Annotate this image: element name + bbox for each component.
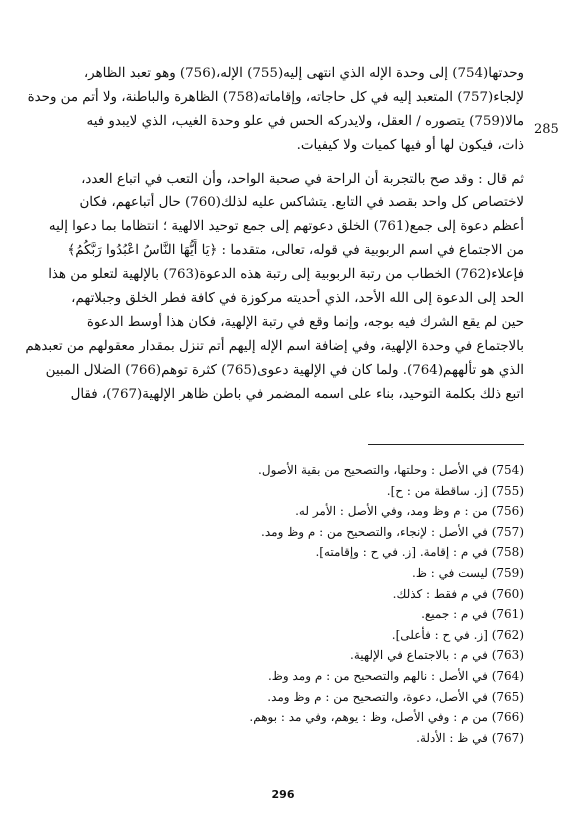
paragraph-gap: [20, 158, 524, 168]
footnote: (757) في الأصل : لإنجاء، والتصحيح من : م وظ ومد.: [261, 524, 524, 539]
text-line: أعظم دعوة إلى جمع(761) الخلق دعوتهم إلى جمع توحيد الالهية ؛ انتظاما بما دعوا إليه: [48, 219, 524, 235]
text-line: لاختصاص كل واحد بقصد في التابع. يتشاكس عليه لذلك(760) حال أتباعهم، فكان: [79, 195, 524, 211]
footnote: (761) في م : جميع.: [421, 607, 524, 622]
footnote: (767) في ظ : الأدلة.: [416, 730, 524, 745]
text-line: بالاجتماع في وحدة الإلهية، وفي إضافة اسم الإله إليهم أتم تنزل بمقدار معقولهم من تعبدهم: [25, 338, 524, 354]
footnote: (766) من م : وفي الأصل، وظ : يوهم، وفي مد : بوهم.: [249, 710, 524, 725]
page-number: 296: [271, 788, 295, 801]
margin-page-reference: 285: [534, 122, 559, 137]
footnote: (765) في الأصل، دعوة، والتصحيح من : م وظ ومد.: [267, 689, 524, 704]
footnote: (764) في الأصل : نالهم والتصحيح من : م ومد وظ.: [267, 668, 524, 683]
text-line: من الاجتماع في اسم الربوبية في قوله، تعالى، متقدما : ﴿يَا أَيُّهَا النَّاسُ اعْبُدُوا رَبَّكُمُ﴾: [67, 243, 524, 259]
text-line: اتبع ذلك بكلمة التوحيد، بناء على اسمه المضمر في باطن ظاهر الإلهية(767)، فقال: [70, 386, 524, 402]
text-line: الحد إلى الدعوة إلى الله الأحد، الذي أحديته مركوزة في كافة فطر الخلق وجبلاتهم،: [71, 291, 524, 307]
main-text: [20, 62, 524, 406]
text-line: الذي هو تألههم(764). ولما كان في الإلهية دعوى(765) كثرة توهم(766) الضلال المبين: [45, 362, 524, 378]
footnote: (760) في م فقط : كذلك.: [392, 586, 524, 601]
text-line: ذات، فيكون لها أو فيها كميات ولا كيفيات.: [296, 137, 524, 153]
paragraph-1: [20, 62, 524, 158]
footnote-separator: [368, 444, 524, 445]
text-line: فإعلاء(762) الخطاب من رتبة الربوبية إلى رتبة هذه الدعوة(763) بالإلهية لتعلو من هذا: [48, 267, 524, 283]
footnote: (758) في م : إقامة. [ز. في ح : وإقامته].: [315, 545, 524, 560]
text-line: لإلجاء(757) المتعبد إليه في كل حاجاته، وإقاماته(758) الظاهرة والباطنة، ولا أتم من وحدة: [27, 89, 524, 105]
footnote: (762) [ز. في ح : فأعلى].: [391, 627, 524, 642]
footnote: (759) ليست في : ظ.: [412, 565, 524, 580]
text-line: حين لم يقع الشرك فيه بوجه، وإنما وقع في رتبة الإلهية، فكان هذا أوسط الدعوة: [86, 314, 524, 330]
footnote: (754) في الأصل : وحلتها، والتصحيح من بقية الأصول.: [258, 463, 524, 477]
footnote: (756) من : م وظ ومد، وفي الأصل : الأمر له.: [295, 504, 524, 519]
footnote: (755) [ز. ساقطة من : ح].: [386, 483, 524, 498]
paragraph-2: [20, 168, 524, 407]
text-line: وحدتها(754) إلى وحدة الإله الذي انتهى إليه(755) الإله،(756) وهو تعبد الظاهر،: [83, 66, 524, 81]
text-line: مالا(759) يتصوره / العقل، ولايدركه الحس في علو وحدة الغيب، الذي لايبدو فيه: [86, 113, 524, 129]
text-line: ثم قال : وقد صح بالتجربة أن الراحة في صحبة الواحد، وأن التعب في اتباع العدد،: [81, 171, 524, 187]
footnote: (763) في م : بالاجتماع في الإلهية.: [350, 648, 524, 663]
footnotes: [40, 460, 524, 748]
